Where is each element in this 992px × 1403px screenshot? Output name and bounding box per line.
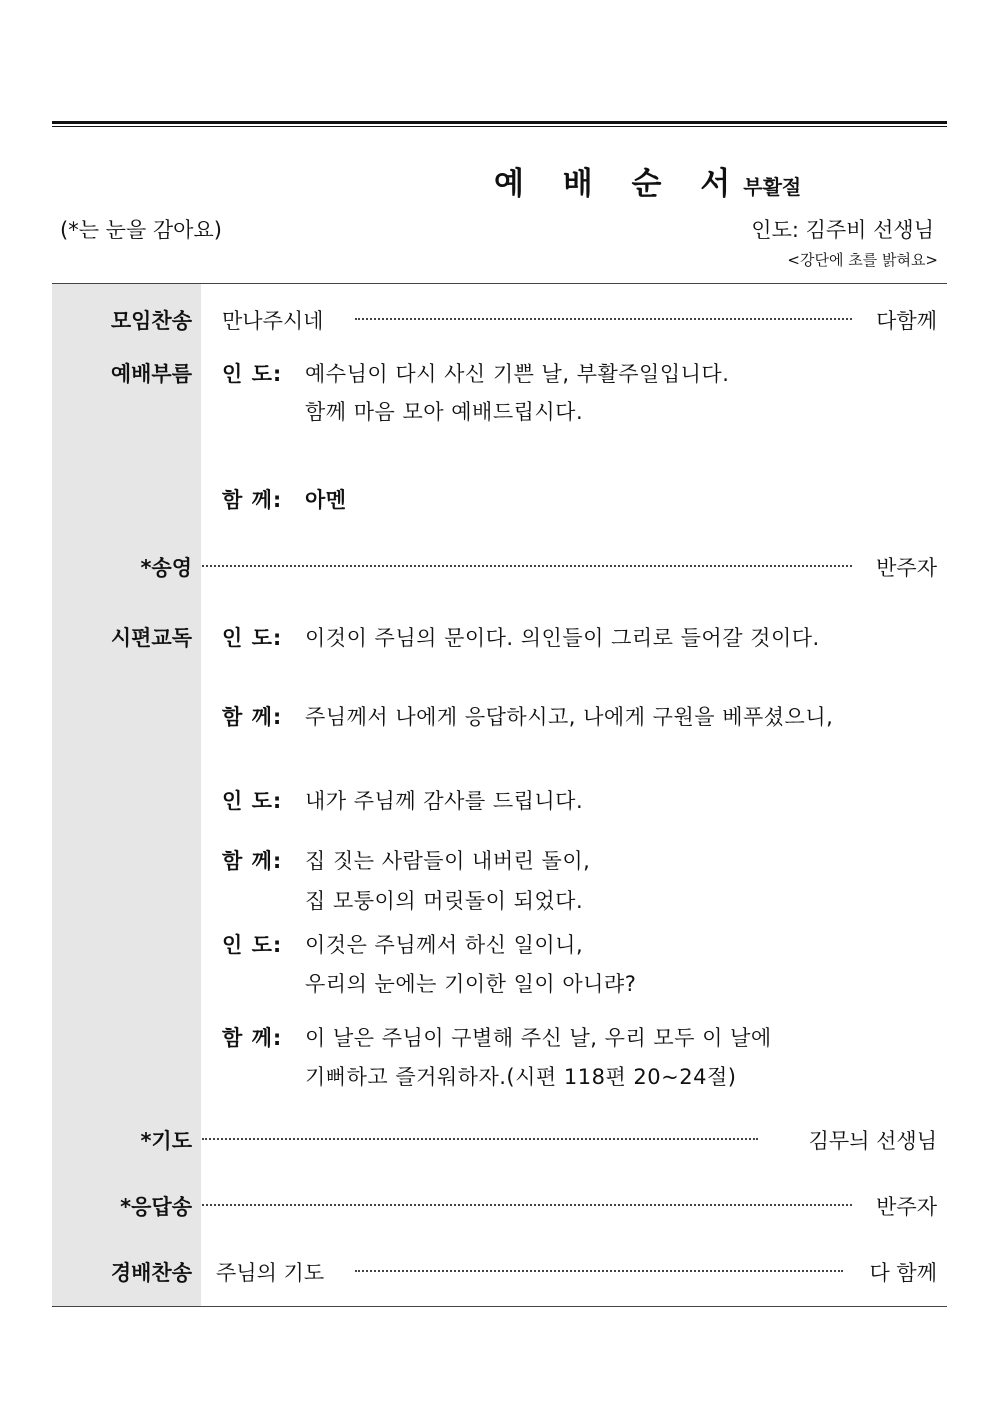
worship-leader: 인도: 김주비 선생님 [751, 218, 934, 242]
leader-dots [202, 1138, 758, 1140]
leader-dots [355, 318, 852, 320]
eyes-closed-note: (*는 눈을 감아요) [60, 218, 222, 242]
role-all: 함 께: [222, 488, 283, 512]
role-leader: 인 도: [222, 933, 283, 957]
top-double-rule-thick [52, 121, 947, 124]
opening-hymn-label: 모임찬송 [110, 309, 192, 333]
role-leader: 인 도: [222, 626, 283, 650]
page-title [494, 158, 801, 203]
psalm-line: 집 모퉁이의 머릿돌이 되었다. [305, 889, 584, 913]
psalm-line: 집 짓는 사람들이 내버린 돌이, [305, 849, 591, 873]
leader-dots [202, 565, 852, 567]
psalm-line: 우리의 눈에는 기이한 일이 아니랴? [305, 972, 637, 996]
title-text: 예 배 순 서 [494, 166, 745, 202]
psalm-line: 주님께서 나에게 응답하시고, 나에게 구원을 베푸셨으니, [305, 705, 834, 729]
role-leader: 인 도: [222, 789, 283, 813]
opening-hymn-title: 만나주시네 [222, 309, 324, 333]
call-line: 함께 마음 모아 예배드립시다. [305, 400, 584, 424]
response-label: *응답송 [120, 1195, 192, 1219]
psalm-line: 이 날은 주님이 구별해 주신 날, 우리 모두 이 날에 [305, 1026, 772, 1050]
section-bottom-rule [52, 1306, 947, 1307]
candle-note: <강단에 초를 밝혀요> [787, 251, 938, 269]
subtitle-text: 부활절 [743, 175, 802, 199]
top-double-rule-thin [52, 126, 947, 127]
role-leader: 인 도: [222, 362, 283, 386]
role-all: 함 께: [222, 849, 283, 873]
prayer-performer: 김무늬 선생님 [808, 1129, 937, 1153]
role-all: 함 께: [222, 705, 283, 729]
call-line: 예수님이 다시 사신 기쁜 날, 부활주일입니다. [305, 362, 730, 386]
role-all: 함 께: [222, 1026, 283, 1050]
closing-hymn-performer: 다 함께 [869, 1261, 937, 1285]
leader-dots [355, 1270, 843, 1272]
closing-hymn-title: 주님의 기도 [216, 1261, 325, 1285]
opening-hymn-performer: 다함께 [876, 309, 937, 333]
psalm-line: 내가 주님께 감사를 드립니다. [305, 789, 584, 813]
praise-performer: 반주자 [876, 556, 937, 580]
psalm-line: 이것이 주님의 문이다. 의인들이 그리로 들어갈 것이다. [305, 626, 820, 650]
psalm-line: 이것은 주님께서 하신 일이니, [305, 933, 584, 957]
call-to-worship-label: 예배부름 [110, 362, 192, 386]
praise-label: *송영 [140, 556, 192, 580]
response-performer: 반주자 [876, 1195, 937, 1219]
psalm-line: 기뻐하고 즐거워하자.(시편 118편 20~24절) [305, 1065, 737, 1089]
prayer-label: *기도 [140, 1129, 192, 1153]
psalm-label: 시편교독 [110, 626, 192, 650]
closing-hymn-label: 경배찬송 [110, 1261, 192, 1285]
leader-dots [202, 1204, 852, 1206]
amen-response: 아멘 [305, 488, 347, 512]
